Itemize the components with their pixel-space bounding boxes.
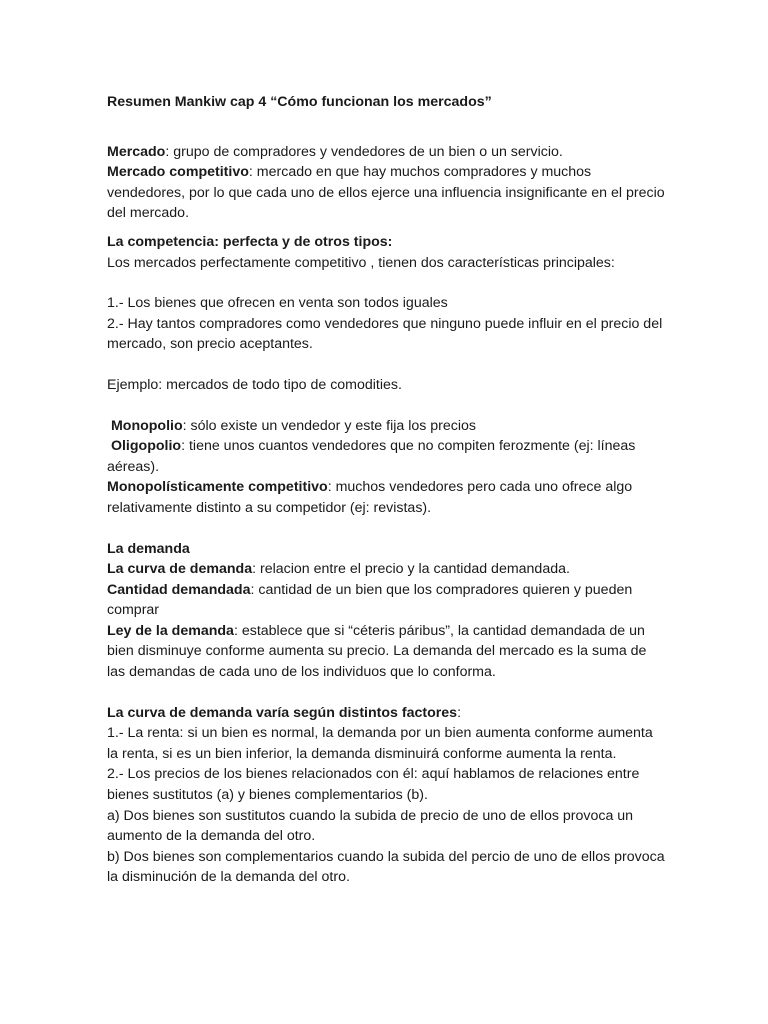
definition-text: : grupo de compradores y vendedores de un bien o un servicio. xyxy=(165,143,563,160)
document-body xyxy=(107,92,667,888)
term-mercado-competitivo: Mercado competitivo xyxy=(107,164,249,181)
term-oligopolio: Oligopolio xyxy=(110,438,182,455)
term-mercado: Mercado xyxy=(107,143,166,160)
definition-monopolistico: Monopolísticamente competitivo: muchos vendedores pero cada uno ofrece algo relativamente distinto a su competidor (ej: revistas). xyxy=(107,479,633,516)
list-item: 1.- La renta: si un bien es normal, la demanda por un bien aumenta conforme aumenta la renta, si es un bien inferior, la demanda disminuirá conforme aumenta la renta. xyxy=(107,725,653,762)
term-cantidad-demandada: Cantidad demandada xyxy=(107,581,251,598)
definition-mercado xyxy=(107,142,667,163)
definition-mercado-competitivo xyxy=(107,162,667,224)
paragraph-example: Ejemplo: mercados de todo tipo de comodities. xyxy=(107,376,402,393)
list-item: a) Dos bienes son sustitutos cuando la subida de precio de uno de ellos provoca un aumento de la demanda del otro. xyxy=(107,807,634,845)
definition-ley-demanda: Ley de la demanda: establece que si “céteris páribus”, la cantidad demandada de un bien disminuye conforme aumenta su precio. La demanda del mercado es la suma de las demandas de cada uno de los individuos que lo conforma. xyxy=(107,622,647,681)
term-monopolistico: Monopolísticamente competitivo xyxy=(107,479,328,496)
list-item: 1.- Los bienes que ofrecen en venta son todos iguales xyxy=(107,295,448,312)
section-heading-demanda: La demanda xyxy=(107,540,190,557)
list-item: 2.- Hay tantos compradores como vendedores que ninguno puede influir en el precio del mercado, son precio aceptantes. xyxy=(107,315,663,353)
term-curva-demanda: La curva de demanda xyxy=(107,561,253,578)
document-title: Resumen Mankiw cap 4 “Cómo funcionan los mercados” xyxy=(107,94,492,110)
definition-oligopolio: Oligopolio: tiene unos cuantos vendedores que no compiten ferozmente (ej: líneas aéreas). xyxy=(107,438,636,475)
section-heading-factores: La curva de demanda varía según distintos factores: xyxy=(107,704,462,721)
term-ley-demanda: Ley de la demanda xyxy=(107,622,234,639)
definition-monopolio: Monopolio: sólo existe un vendedor y este fija los precios xyxy=(110,417,477,434)
definition-curva-demanda: La curva de demanda: relacion entre el precio y la cantidad demandada. xyxy=(107,561,570,578)
definition-text: : mercado en que hay muchos compradores y muchos vendedores, por lo que cada uno de ellos ejerce una influencia insignificante en el precio del mercado. xyxy=(107,164,665,222)
term-monopolio: Monopolio xyxy=(110,417,183,434)
list-item: b) Dos bienes son complementarios cuando la subida del percio de uno de ellos provoca la disminución de la demanda del otro. xyxy=(107,848,665,886)
paragraph-intro: Los mercados perfectamente competitivo , tienen dos características principales: xyxy=(107,254,615,271)
list-item: 2.- Los precios de los bienes relacionados con él: aquí hablamos de relaciones entre bienes sustitutos (a) y bienes complementarios (b). xyxy=(107,766,640,804)
definition-cantidad-demandada: Cantidad demandada: cantidad de un bien que los compradores quieren y pueden comprar xyxy=(107,581,633,619)
section-heading-competencia: La competencia: perfecta y de otros tipos: xyxy=(107,233,393,250)
